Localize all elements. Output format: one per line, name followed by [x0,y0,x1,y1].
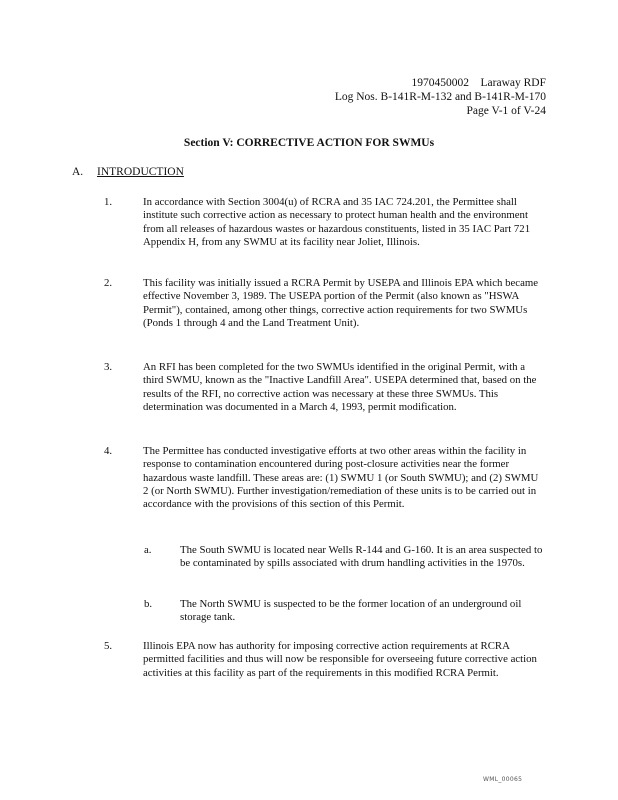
document-header [335,76,546,118]
paragraph-number: 1. [104,196,113,208]
subparagraph-letter: b. [144,598,153,610]
paragraph-4 [104,445,544,511]
log-numbers-line: Log Nos. B-141R-M-132 and B-141R-M-170 [334,91,546,103]
paragraph-text: In accordance with Section 3004(u) of RCRA and 35 IAC 724.201, the Permittee shall institute such corrective action as necessary to protect human health and the environment from all releases of hazardous wastes or hazardous constituents, listed in 35 IAC Part 721 Appendix H, from any SWMU at its facility near Joliet, Illinois. [143,196,531,248]
paragraph-text: Illinois EPA now has authority for imposing corrective action requirements at RCRA permitted facilities and thus will now be responsible for overseeing future corrective action activities at this facility as part of the requirements in this modified RCRA Permit. [143,640,537,679]
paragraph-text: This facility was initially issued a RCRA Permit by USEPA and Illinois EPA which became effective November 3, 1989. The USEPA portion of the Permit (also known as "HSWA Permit"), contained, among other things, corrective action requirements for two SWMUs (Ponds 1 through 4 and the Land Treatment Unit). [143,277,539,329]
page-number-line: Page V-1 of V-24 [466,105,546,117]
paragraph-number: 5. [104,640,113,652]
bates-stamp: WML_00065 [483,776,523,783]
paragraph-1 [104,196,544,249]
paragraph-number: 4. [104,445,113,457]
subparagraph-text: The North SWMU is suspected to be the former location of an underground oil storage tank. [180,598,522,624]
paragraph-3 [104,361,544,414]
subparagraph-b [144,598,544,625]
section-heading [72,166,184,178]
section-title: Section V: CORRECTIVE ACTION FOR SWMUs [183,137,435,149]
paragraph-text: The Permittee has conducted investigative efforts at two other areas within the facility in response to contamination encountered during post-closure activities near the former hazardous waste landfill. These areas are: (1) SWMU 1 (or South SWMU); and (2) SWMU 2 (or North SWMU). Further investigation/remediation of these units is to be carried out in accordance with the provisions of this section of this Permit. [143,445,539,511]
paragraph-number: 3. [104,361,113,373]
heading-title: INTRODUCTION [97,166,184,178]
facility-id-line: 1970450002 Laraway RDF [411,77,546,89]
heading-letter: A. [72,166,84,178]
paragraph-text: An RFI has been completed for the two SWMUs identified in the original Permit, with a third SWMU, known as the "Inactive Landfill Area". USEPA determined that, based on the results of the RFI, no corrective action was necessary at these three SWMUs. This determination was documented in a March 4, 1993, permit modification. [143,361,537,413]
subparagraph-letter: a. [144,544,152,556]
subparagraph-text: The South SWMU is located near Wells R-144 and G-160. It is an area suspected to be contaminated by spills associated with drum handling activities in the 1970s. [180,544,543,570]
paragraph-5 [104,640,544,680]
subparagraph-a [144,544,544,571]
paragraph-number: 2. [104,277,113,289]
paragraph-2 [104,277,544,330]
